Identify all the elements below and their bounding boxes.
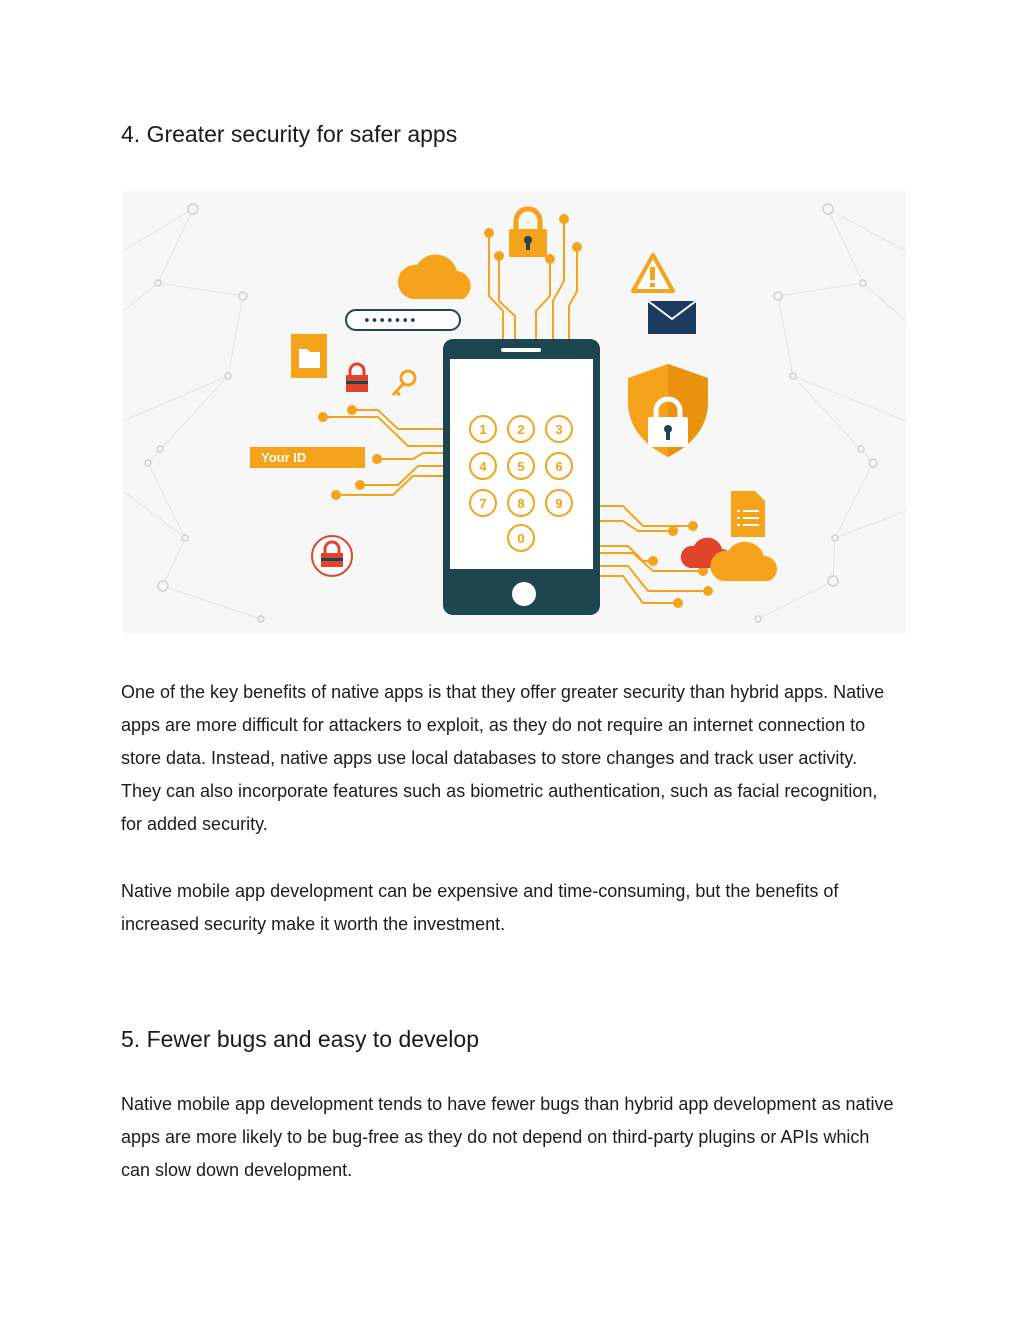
section-heading-fewer-bugs: 5. Fewer bugs and easy to develop: [121, 1026, 480, 1052]
keypad-key-label: 4: [479, 459, 487, 474]
keypad-key: [508, 490, 534, 516]
paragraph-security-cost: Native mobile app development can be expensive and time-consuming, but the benefits of increased security make it worth the investment.: [121, 881, 839, 934]
envelope-icon: [648, 301, 696, 334]
keypad-key-label: 0: [517, 531, 525, 546]
keypad-key-label: 7: [479, 496, 487, 511]
keypad-key-label: 5: [517, 459, 525, 474]
svg-text:Your ID: Your ID: [261, 450, 307, 465]
keypad-key-label: 9: [555, 496, 563, 511]
keypad-key: [546, 490, 572, 516]
password-field-icon: [346, 310, 460, 330]
keypad-key: [508, 525, 534, 551]
keypad-key: [546, 453, 572, 479]
svg-text:•••••••: •••••••: [363, 314, 417, 329]
keypad-key: [508, 416, 534, 442]
keypad-key: [470, 490, 496, 516]
lock-circle-icon: [312, 536, 352, 576]
keypad-key-label: 8: [517, 496, 525, 511]
security-illustration: [123, 191, 906, 634]
keypad-key: [470, 453, 496, 479]
section-heading-security: 4. Greater security for safer apps: [121, 121, 458, 147]
your-id-tag: [250, 447, 365, 468]
paragraph-security-benefits: One of the key benefits of native apps is that they offer greater security than hybrid apps. Native apps are more difficult for attackers to exploit, as they do not require an internet connection to store data. Instead, native apps use local databases to store changes and track user activity. They can also incorporate features such as biometric authentication, such as facial recognition, for added security.: [121, 682, 885, 834]
keypad-key: [470, 416, 496, 442]
keypad-key-label: 3: [555, 422, 563, 437]
folder-icon: [291, 334, 327, 378]
keypad-key: [546, 416, 572, 442]
paragraph-fewer-bugs: Native mobile app development tends to have fewer bugs than hybrid app development as native apps are more likely to be bug-free as they do not depend on third-party plugins or APIs which can slow down development.: [121, 1094, 894, 1180]
document-icon: [731, 491, 765, 537]
keypad-key: [508, 453, 534, 479]
keypad-key-label: 6: [555, 459, 563, 474]
keypad-key-label: 2: [517, 422, 525, 437]
keypad-key-label: 1: [479, 422, 487, 437]
